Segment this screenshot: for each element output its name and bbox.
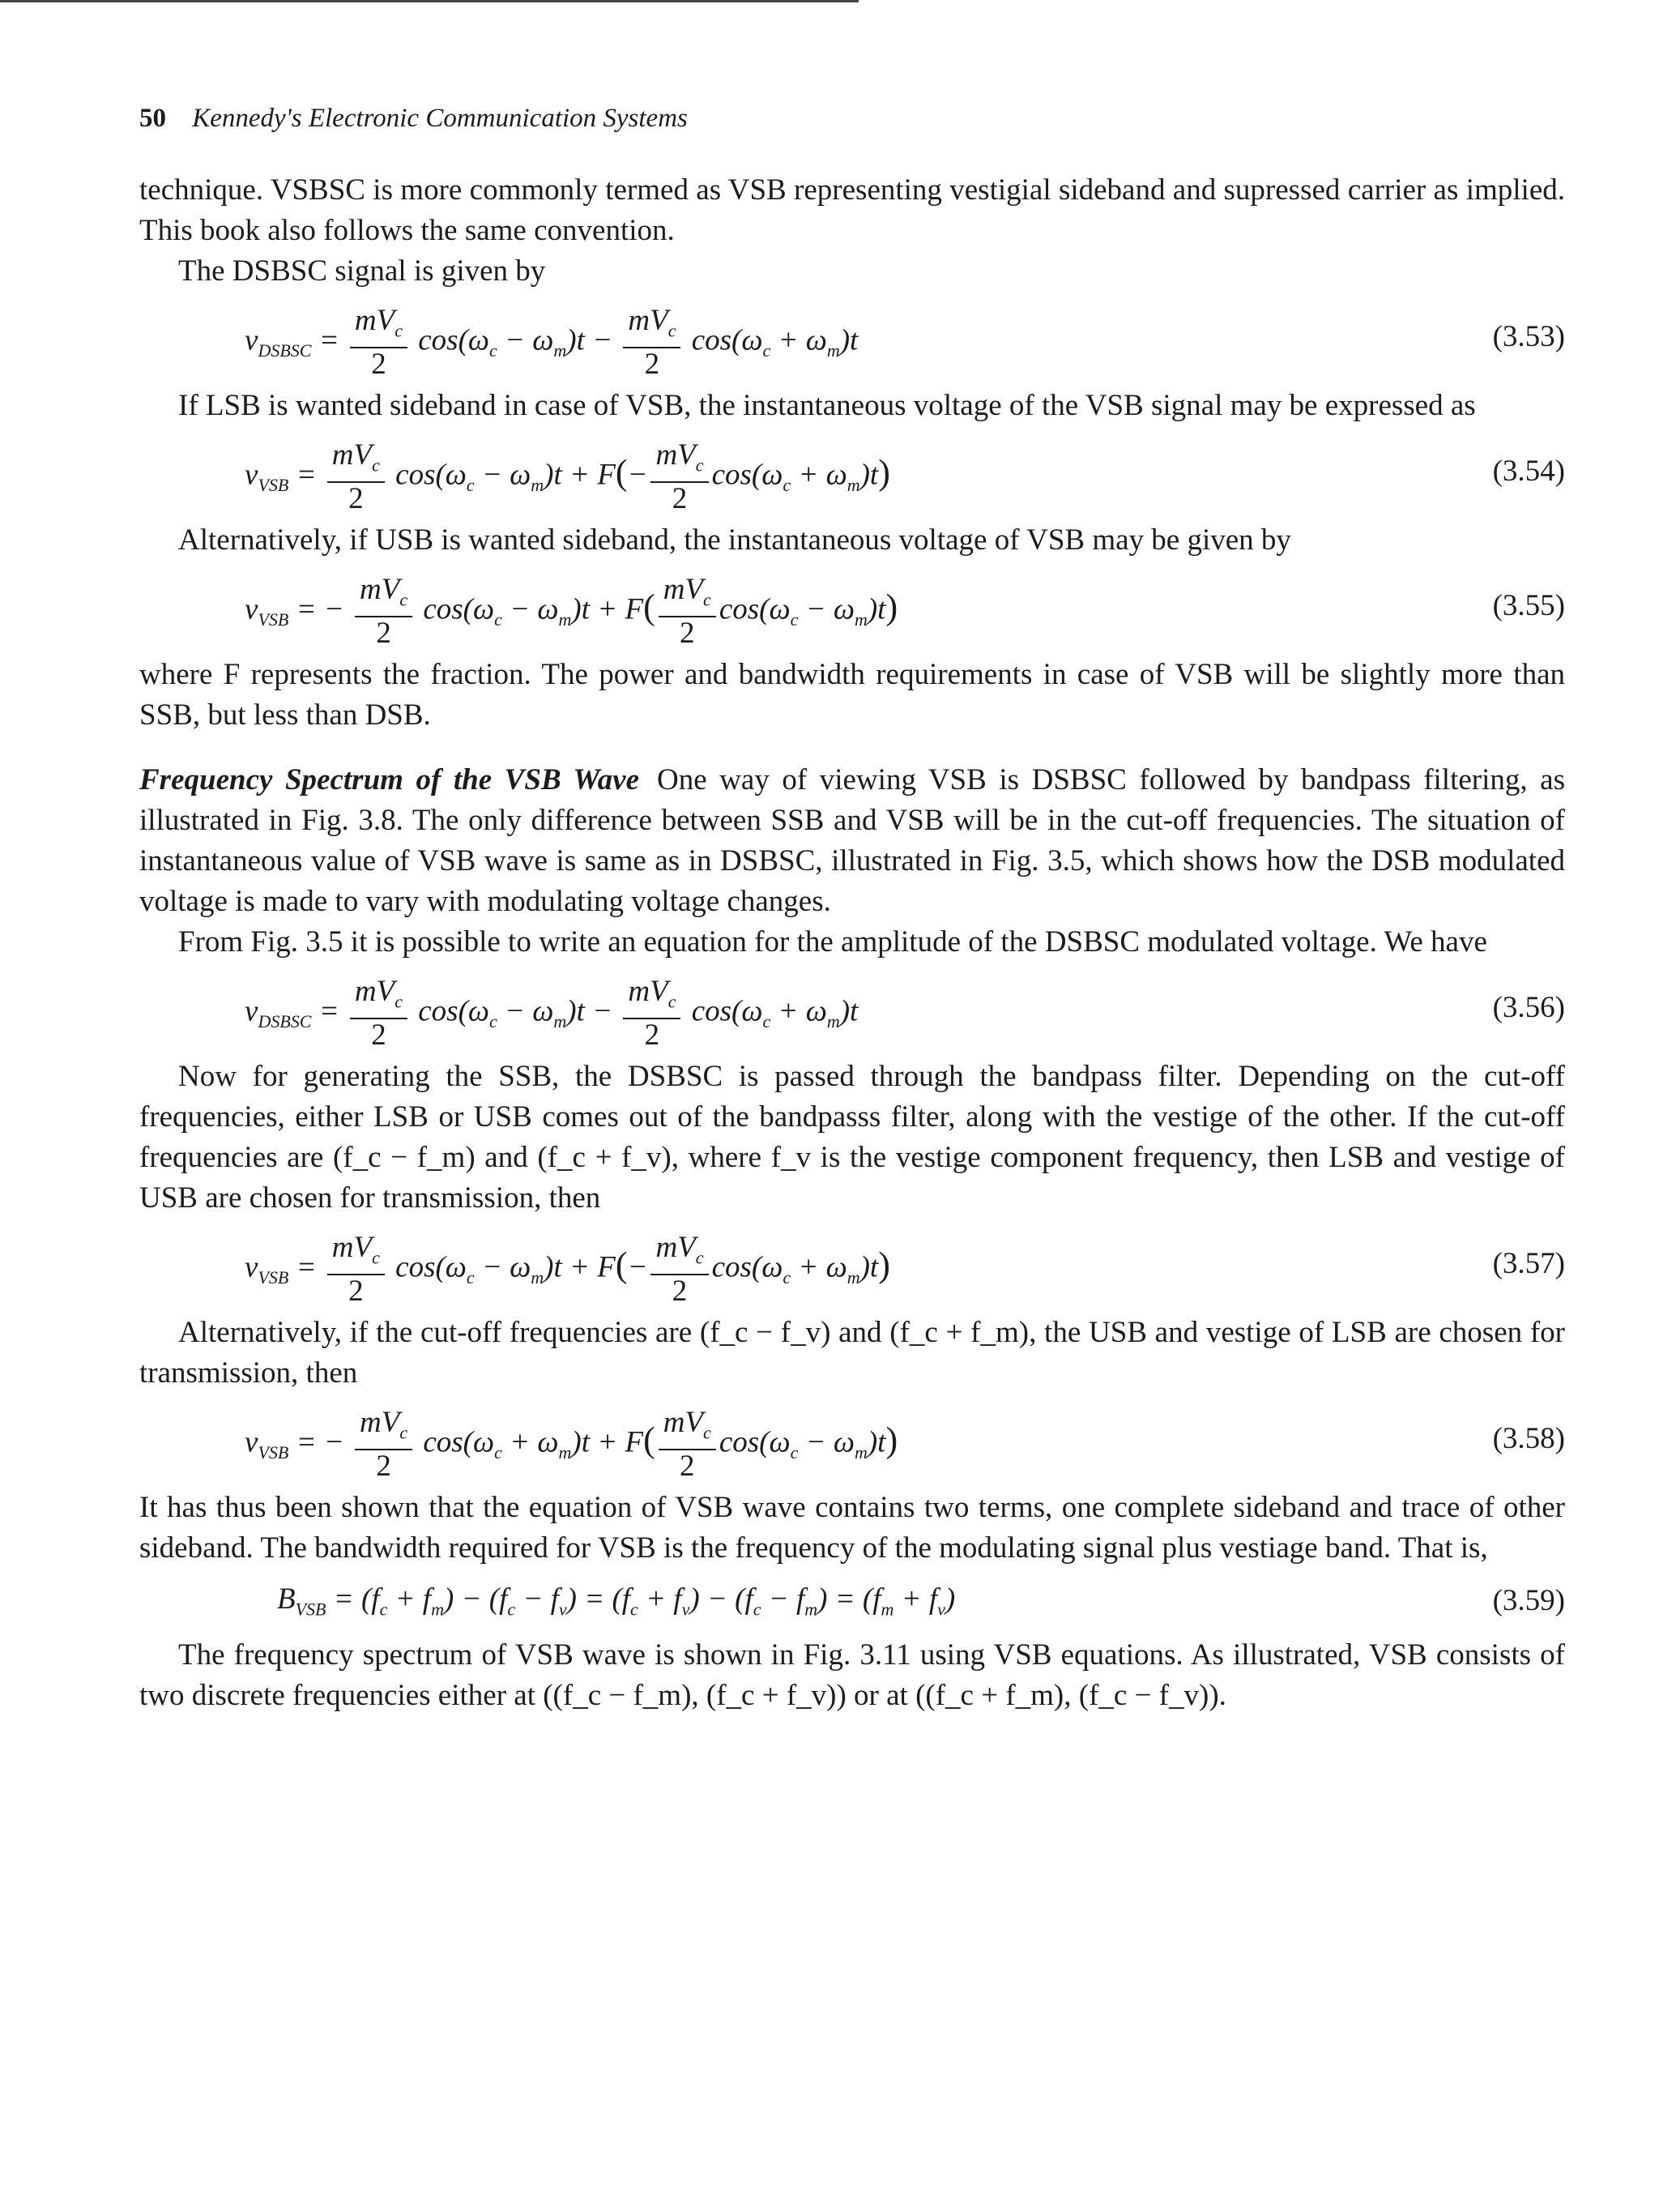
paragraph-1: technique. VSBSC is more commonly termed as VSB representing vestigial sideband and supressed carrier as implied. This book also follows the same convention. [139,173,1565,247]
equation-3-57-body: $v_{VSB}$ = $\frac{mV_c}{2}$ $\cos(\omega_c - \omega_m)t + F(-$ $\frac{mV_c}{2}$ $\cos(\omega_c + \omega_m)t$) [245,1231,890,1309]
top-rule [0,0,859,2]
equation-3-55-number: (3.55) [1492,589,1565,622]
running-header [139,104,688,134]
paragraph-3: If LSB is wanted sideband in case of VSB, the instantaneous voltage of the VSB signal may be expressed as [178,389,1476,422]
equation-3-54-number: (3.54) [1492,455,1565,488]
running-title: Kennedy's Electronic Communication Systems [192,104,688,133]
paragraph-7: From Fig. 3.5 it is possible to write an equation for the amplitude of the DSBSC modulated voltage. We have [178,925,1487,959]
equation-3-54-body: $v_{VSB}$ = $\frac{mV_c}{2}$ $\cos(\omega_c - \omega_m)t + F(-$ $\frac{mV_c}{2}$ $\cos(\omega_c + \omega_m)t$) [245,438,890,516]
equation-3-58-body: $v_{VSB}$ = − $\frac{mV_c}{2}$ $\cos(\omega_c + \omega_m)t + F$( $\frac{mV_c}{2}$ $\cos(\omega_c - \omega_m)t$) [245,1406,898,1484]
paragraph-8: Now for generating the SSB, the DSBSC is passed through the bandpass filter. Depending on the cut-off frequencies, either LSB or USB comes out of the bandpasss filter, along with the vestige of the other. If the cut-off frequencies are (f_c − f_m) and (f_c + f_v), where f_v is the vestige component frequency, then LSB and vestige of USB are chosen for transmission, then [139,1060,1565,1215]
paragraph-9: Alternatively, if the cut-off frequencies are (f_c − f_v) and (f_c + f_m), the USB and vestige of LSB are chosen for transmission, then [139,1316,1565,1390]
paragraph-5: where F represents the fraction. The power and bandwidth requirements in case of VSB will be slightly more than SSB, but less than DSB. [139,658,1565,732]
paragraph-4: Alternatively, if USB is wanted sideband, the instantaneous voltage of VSB may be given by [178,523,1291,557]
equation-3-58-number: (3.58) [1492,1422,1565,1455]
paragraph-6: Frequency Spectrum of the VSB Wave One way of viewing VSB is DSBSC followed by bandpass filtering, as illustrated in Fig. 3.8. The only difference between SSB and VSB will be in the cut-off frequencies. The situation of instantaneous value of VSB wave is same as in DSBSC, illustrated in Fig. 3.5, which shows how the DSB modulated voltage is made to vary with modulating voltage changes. [139,763,1565,918]
section-heading: Frequency Spectrum of the VSB Wave [139,763,639,796]
equation-3-55 [139,566,1565,650]
equation-3-57-number: (3.57) [1492,1247,1565,1280]
equation-3-59-body: $B_{VSB} = (f_c + f_m) - (f_c - f_v) = (f_c + f_v) - (f_c - f_m) = (f_m + f_v)$ [277,1582,956,1620]
equation-3-59 [139,1574,1565,1630]
equation-3-56 [139,967,1565,1052]
equation-3-53 [139,297,1565,381]
equation-3-55-body: $v_{VSB}$ = − $\frac{mV_c}{2}$ $\cos(\omega_c - \omega_m)t + F$( $\frac{mV_c}{2}$ $\cos(\omega_c - \omega_m)t$) [245,573,898,651]
equation-3-59-number: (3.59) [1492,1584,1565,1617]
paragraph-2: The DSBSC signal is given by [178,254,546,288]
page-body [139,170,1565,1716]
equation-3-54 [139,431,1565,515]
equation-3-56-body: $v_{DSBSC}$ = $\frac{mV_c}{2}$ $\cos(\omega_c - \omega_m)t$ − $\frac{mV_c}{2}$ $\cos(\omega_c + \omega_m)t$ [245,975,859,1053]
equation-3-58 [139,1399,1565,1483]
equation-3-53-number: (3.53) [1492,320,1565,353]
equation-3-57 [139,1223,1565,1308]
paragraph-11: The frequency spectrum of VSB wave is shown in Fig. 3.11 using VSB equations. As illustrated, VSB consists of two discrete frequencies either at ((f_c − f_m), (f_c + f_v)) or at ((f_c + f_m), (f_c − f_v)). [139,1638,1565,1712]
equation-3-56-number: (3.56) [1492,991,1565,1024]
equation-3-53-body: $v_{DSBSC}$ = $\frac{mV_c}{2}$ $\cos(\omega_c - \omega_m)t$ − $\frac{mV_c}{2}$ $\cos(\omega_c + \omega_m)t$ [245,304,859,382]
paragraph-10: It has thus been shown that the equation of VSB wave contains two terms, one complete sideband and trace of other sideband. The bandwidth required for VSB is the frequency of the modulating signal plus vestiage band. That is, [139,1491,1565,1565]
page-number: 50 [139,104,166,133]
